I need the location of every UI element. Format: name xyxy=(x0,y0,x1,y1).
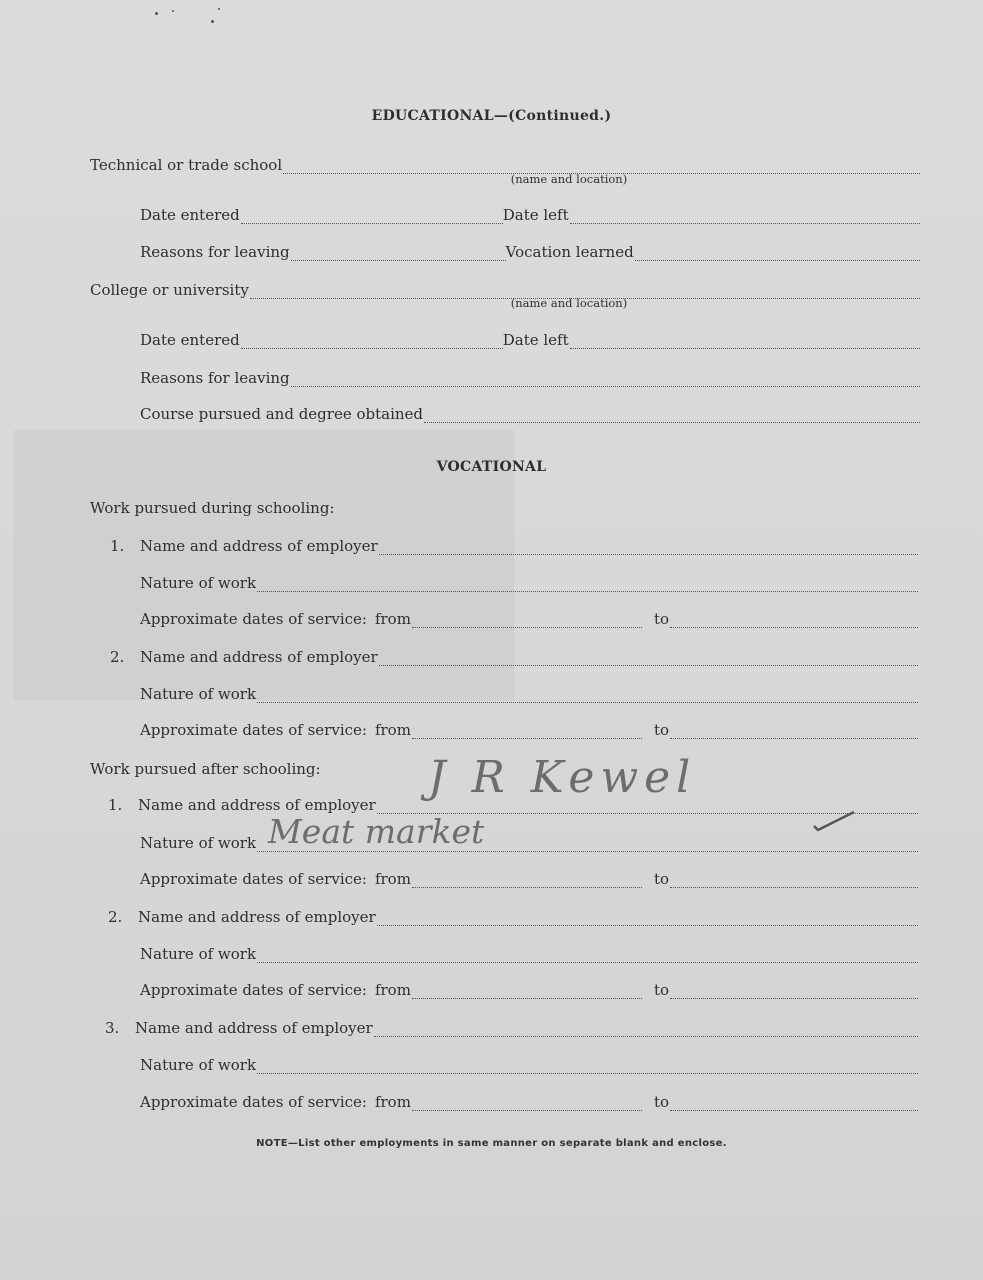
after-1-dates-row xyxy=(140,866,918,888)
handwritten-nature-of-work: Meat market xyxy=(268,812,485,851)
during-1-employer-row xyxy=(110,533,918,555)
employer-label: Name and address of employer xyxy=(140,648,378,666)
check-mark-icon xyxy=(812,810,856,832)
dates-label: Approximate dates of service: xyxy=(140,721,367,739)
to-label: to xyxy=(653,981,669,999)
during-schooling-row xyxy=(90,495,920,517)
after-2-employer-row xyxy=(108,904,918,926)
employer-label: Name and address of employer xyxy=(135,1019,373,1037)
course-row xyxy=(140,401,920,423)
tech-date-left-field[interactable] xyxy=(570,207,920,224)
entry-number: 2. xyxy=(108,908,123,926)
educational-heading: EDUCATIONAL—(Continued.) xyxy=(371,108,612,124)
after-3-employer-row xyxy=(105,1015,918,1037)
after-3-nature-field[interactable] xyxy=(257,1057,918,1074)
from-label: from xyxy=(374,610,411,628)
course-field[interactable] xyxy=(424,406,920,423)
course-label: Course pursued and degree obtained xyxy=(140,405,424,423)
from-label: from xyxy=(374,1093,411,1111)
after-1-from-field[interactable] xyxy=(412,871,642,888)
name-location-note-1: (name and location) xyxy=(510,172,628,186)
date-left-label: Date left xyxy=(502,206,569,224)
nature-label: Nature of work xyxy=(140,574,257,592)
during-2-from-field[interactable] xyxy=(412,722,642,739)
after-1-to-field[interactable] xyxy=(670,871,918,888)
employer-label: Name and address of employer xyxy=(140,537,378,555)
nature-label: Nature of work xyxy=(140,1056,257,1074)
during-1-from-field[interactable] xyxy=(412,611,642,628)
entry-number: 1. xyxy=(108,796,123,814)
during-2-to-field[interactable] xyxy=(670,722,918,739)
during-2-dates-row xyxy=(140,717,918,739)
vocation-learned-label: Vocation learned xyxy=(505,243,634,261)
nature-label: Nature of work xyxy=(140,685,257,703)
employer-label: Name and address of employer xyxy=(138,796,376,814)
nature-label: Nature of work xyxy=(140,834,257,852)
vocational-heading: VOCATIONAL xyxy=(436,459,547,475)
college-label: College or university xyxy=(90,281,249,299)
technical-school-row xyxy=(90,152,920,174)
college-date-entered-field[interactable] xyxy=(241,332,503,349)
during-1-employer-field[interactable] xyxy=(379,538,918,555)
tech-date-entered-field[interactable] xyxy=(241,207,503,224)
college-reasons-label: Reasons for leaving xyxy=(140,369,290,387)
handwritten-employer: J R Kewel xyxy=(428,752,697,803)
date-entered-label: Date entered xyxy=(140,206,240,224)
tech-dates-row xyxy=(140,202,920,224)
after-schooling-label: Work pursued after schooling: xyxy=(90,760,321,778)
to-label: to xyxy=(653,870,669,888)
employer-label: Name and address of employer xyxy=(138,908,376,926)
after-1-nature-row xyxy=(140,830,918,852)
tech-reasons-row xyxy=(140,239,920,261)
technical-school-label: Technical or trade school xyxy=(90,156,283,174)
nature-label: Nature of work xyxy=(140,945,257,963)
dates-label: Approximate dates of service: xyxy=(140,610,367,628)
from-label: from xyxy=(374,981,411,999)
after-3-nature-row xyxy=(140,1052,918,1074)
after-2-employer-field[interactable] xyxy=(377,909,918,926)
entry-number: 3. xyxy=(105,1019,120,1037)
from-label: from xyxy=(374,721,411,739)
vocation-learned-field[interactable] xyxy=(635,244,920,261)
dates-label: Approximate dates of service: xyxy=(140,1093,367,1111)
college-dates-row xyxy=(140,327,920,349)
college-date-left-field[interactable] xyxy=(570,332,920,349)
during-2-nature-field[interactable] xyxy=(257,686,918,703)
after-3-from-field[interactable] xyxy=(412,1094,642,1111)
entry-number: 1. xyxy=(110,537,125,555)
dates-label: Approximate dates of service: xyxy=(140,870,367,888)
college-date-left-label: Date left xyxy=(502,331,569,349)
after-3-dates-row xyxy=(140,1089,918,1111)
after-3-employer-field[interactable] xyxy=(374,1020,918,1037)
from-label: from xyxy=(374,870,411,888)
after-2-nature-field[interactable] xyxy=(257,946,918,963)
entry-number: 2. xyxy=(110,648,125,666)
during-2-nature-row xyxy=(140,681,918,703)
footer-note: NOTE—List other employments in same manner on separate blank and enclose. xyxy=(256,1138,727,1149)
dates-label: Approximate dates of service: xyxy=(140,981,367,999)
name-location-note-2: (name and location) xyxy=(510,296,628,310)
after-2-nature-row xyxy=(140,941,918,963)
during-1-to-field[interactable] xyxy=(670,611,918,628)
college-date-entered-label: Date entered xyxy=(140,331,240,349)
after-2-from-field[interactable] xyxy=(412,982,642,999)
after-3-to-field[interactable] xyxy=(670,1094,918,1111)
to-label: to xyxy=(653,610,669,628)
college-reasons-row xyxy=(140,365,920,387)
during-1-nature-field[interactable] xyxy=(257,575,918,592)
tech-reasons-field[interactable] xyxy=(291,244,506,261)
during-schooling-label: Work pursued during schooling: xyxy=(90,499,335,517)
after-2-dates-row xyxy=(140,977,918,999)
during-2-employer-field[interactable] xyxy=(379,649,918,666)
college-reasons-field[interactable] xyxy=(291,370,920,387)
reasons-label: Reasons for leaving xyxy=(140,243,290,261)
after-2-to-field[interactable] xyxy=(670,982,918,999)
to-label: to xyxy=(653,721,669,739)
during-1-nature-row xyxy=(140,570,918,592)
during-1-dates-row xyxy=(140,606,918,628)
to-label: to xyxy=(653,1093,669,1111)
during-2-employer-row xyxy=(110,644,918,666)
